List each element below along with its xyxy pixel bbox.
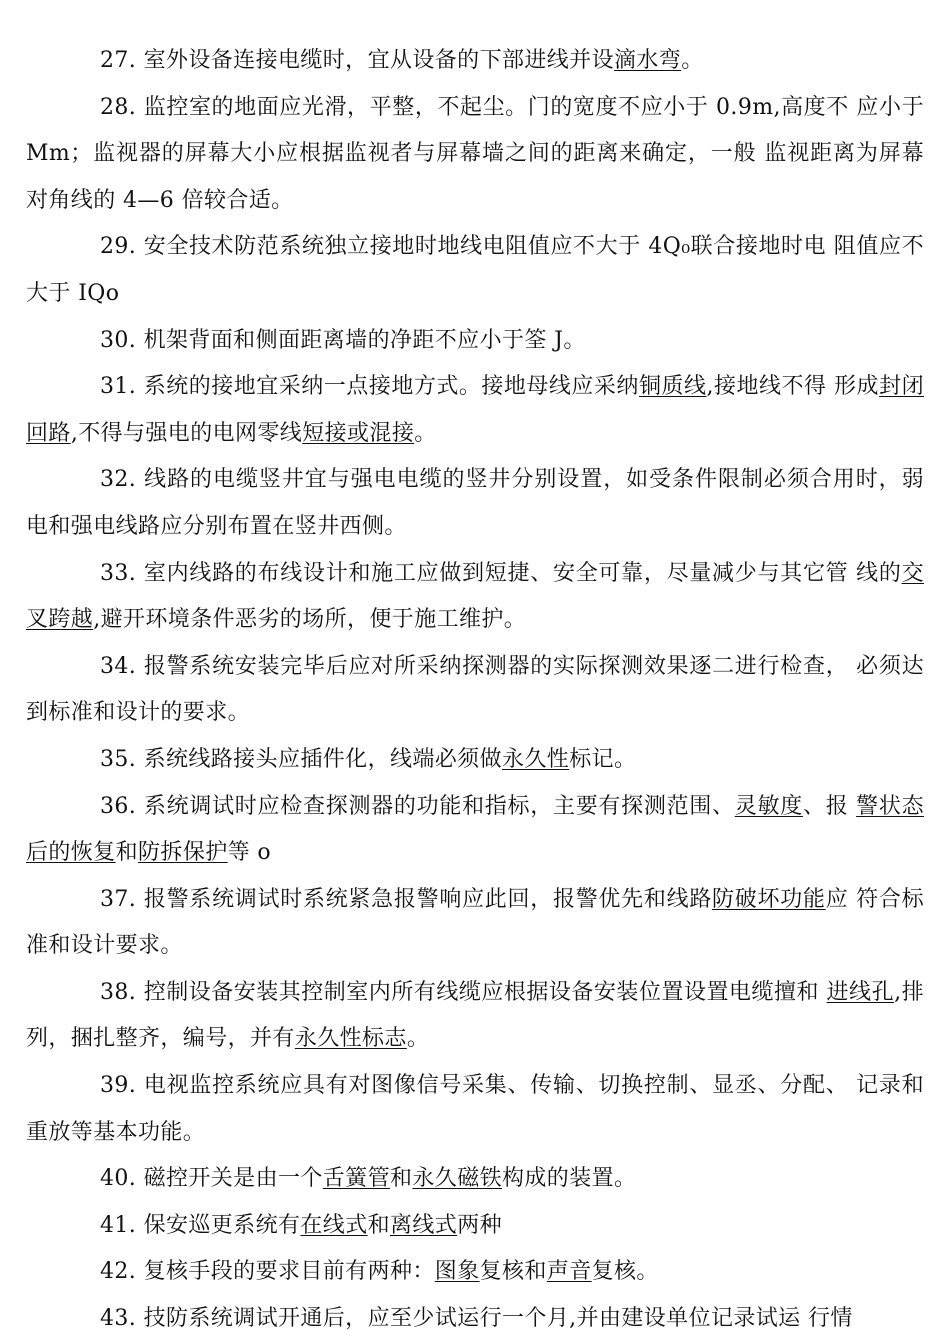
- text-segment: 构成的装置。: [502, 1166, 637, 1192]
- text-segment: 复核和: [479, 1259, 547, 1285]
- text-segment: 。: [414, 420, 437, 446]
- text-segment: 43. 技防系统调试开通后，应至少试运行一个月,并由建设单位记录试运 行情: [100, 1306, 853, 1332]
- text-segment: 37. 报警系统调试时系统紧急报警响应此回，报警优先和线路: [100, 886, 713, 912]
- paragraph-item: [26, 457, 924, 550]
- text-segment: 应 符合标准和设计要求。: [26, 886, 924, 959]
- text-segment: 27. 室外设备连接电缆时，宜从设备的下部进线并设: [100, 48, 614, 73]
- text-segment: 33. 室内线路的布线设计和施工应做到短捷、安全可靠，尽量减少与其它管 线的: [100, 560, 902, 586]
- text-segment: 和: [367, 1212, 390, 1238]
- text-segment: ,避开环境条件恶劣的场所，便于施工维护。: [93, 607, 527, 633]
- paragraph-item: [26, 970, 924, 1063]
- paragraph-item: [26, 644, 924, 737]
- underlined-answer: 图象: [434, 1259, 480, 1285]
- text-segment: 和: [115, 840, 139, 866]
- text-segment: 41. 保安巡更系统有: [100, 1212, 301, 1238]
- underlined-answer: 铜质线: [638, 374, 707, 400]
- paragraph-item: [26, 1063, 924, 1156]
- paragraph-item: [26, 1249, 924, 1296]
- text-segment: 35. 系统线路接头应插件化，线端必须做: [100, 746, 502, 772]
- paragraph-item: [26, 224, 924, 317]
- underlined-answer: 永久性: [501, 746, 570, 772]
- underlined-answer: 声音: [546, 1259, 592, 1285]
- text-segment: 30. 机架背面和侧面距离墙的净距不应小于筌 J。: [100, 327, 586, 353]
- text-segment: 38. 控制设备安装其控制室内所有线缆应根据设备安装位置设置电缆擅和: [100, 979, 827, 1005]
- text-segment: 29. 安全技术防范系统独立接地时地线电阻值应不大于 4Q₀联合接地时电 阻值应不大于 IQo: [26, 234, 924, 306]
- text-segment: ,排列，捆扎整齐，编号，并有: [26, 979, 924, 1052]
- paragraph-item: [26, 85, 924, 225]
- text-segment: 34. 报警系统安装完毕后应对所采纳探测器的实际探测效果逐二进行检查， 必须达到标准和设计的要求。: [26, 653, 924, 726]
- underlined-answer: 交叉跨越: [26, 560, 924, 633]
- paragraph-item: [26, 1203, 924, 1250]
- paragraph-item: [26, 364, 924, 457]
- underlined-answer: 短接或混接: [302, 420, 415, 446]
- text-segment: 39. 电视监控系统应具有对图像信号采集、传输、切换控制、显丞、分配、 记录和重放等基本功能。: [26, 1073, 924, 1145]
- paragraph-item: [26, 877, 924, 970]
- text-segment: 42. 复核手段的要求目前有两种：: [100, 1259, 435, 1285]
- text-segment: 、报: [802, 793, 857, 819]
- paragraph-item: [26, 551, 924, 644]
- text-segment: 。: [406, 1026, 430, 1052]
- text-segment: 和: [389, 1166, 413, 1192]
- text-segment: 36. 系统调试时应检查探测器的功能和指标，主要有探测范围、: [100, 793, 735, 819]
- paragraph-item: [26, 784, 924, 877]
- underlined-answer: 永久磁铁: [412, 1166, 502, 1192]
- underlined-answer: 永久性标志: [294, 1026, 407, 1052]
- text-segment: 复核。: [591, 1259, 659, 1285]
- underlined-answer: 防拆保护: [138, 840, 228, 866]
- text-segment: 40. 磁控开关是由一个: [100, 1166, 323, 1192]
- paragraph-item: [26, 737, 924, 784]
- paragraph-item: [26, 38, 924, 85]
- underlined-answer: 滴水弯: [613, 48, 682, 73]
- underlined-answer: 灵敏度: [734, 793, 803, 819]
- text-segment: 28. 监控室的地面应光滑，平整，不起尘。门的宽度不应小于 0.9m,高度不 应小于Mm；监视器的屏幕大小应根据监视者与屏幕墙之间的距离来确定，一般 监视距离为屏幕对角线的 4—6 倍较合适。: [26, 94, 924, 213]
- underlined-answer: 舌簧管: [322, 1166, 390, 1192]
- underlined-answer: 警状态后的恢复: [26, 793, 924, 866]
- text-segment: ,不得与强电的电网零线: [70, 420, 303, 446]
- document-body: [26, 38, 924, 1343]
- text-segment: ,接地线不得 形成: [706, 374, 880, 400]
- paragraph-item: [26, 318, 924, 365]
- underlined-answer: 进线孔: [826, 979, 895, 1005]
- text-segment: 32. 线路的电缆竖井宜与强电电缆的竖井分别设置，如受条件限制必须合用时，弱电和强电线路应分别布置在竖井西侧。: [26, 467, 924, 539]
- underlined-answer: 在线式: [300, 1212, 368, 1238]
- text-segment: 。: [681, 48, 704, 73]
- paragraph-item: [26, 1296, 924, 1343]
- underlined-answer: 封闭回路: [26, 374, 924, 446]
- text-segment: 两种: [457, 1212, 503, 1238]
- paragraph-item: [26, 1156, 924, 1203]
- underlined-answer: 防破坏功能: [712, 886, 826, 912]
- text-segment: 31. 系统的接地宜采纳一点接地方式。接地母线应采纳: [100, 374, 639, 400]
- text-segment: 标记。: [569, 746, 637, 772]
- underlined-answer: 离线式: [390, 1212, 458, 1238]
- text-segment: 等 o: [227, 840, 272, 866]
